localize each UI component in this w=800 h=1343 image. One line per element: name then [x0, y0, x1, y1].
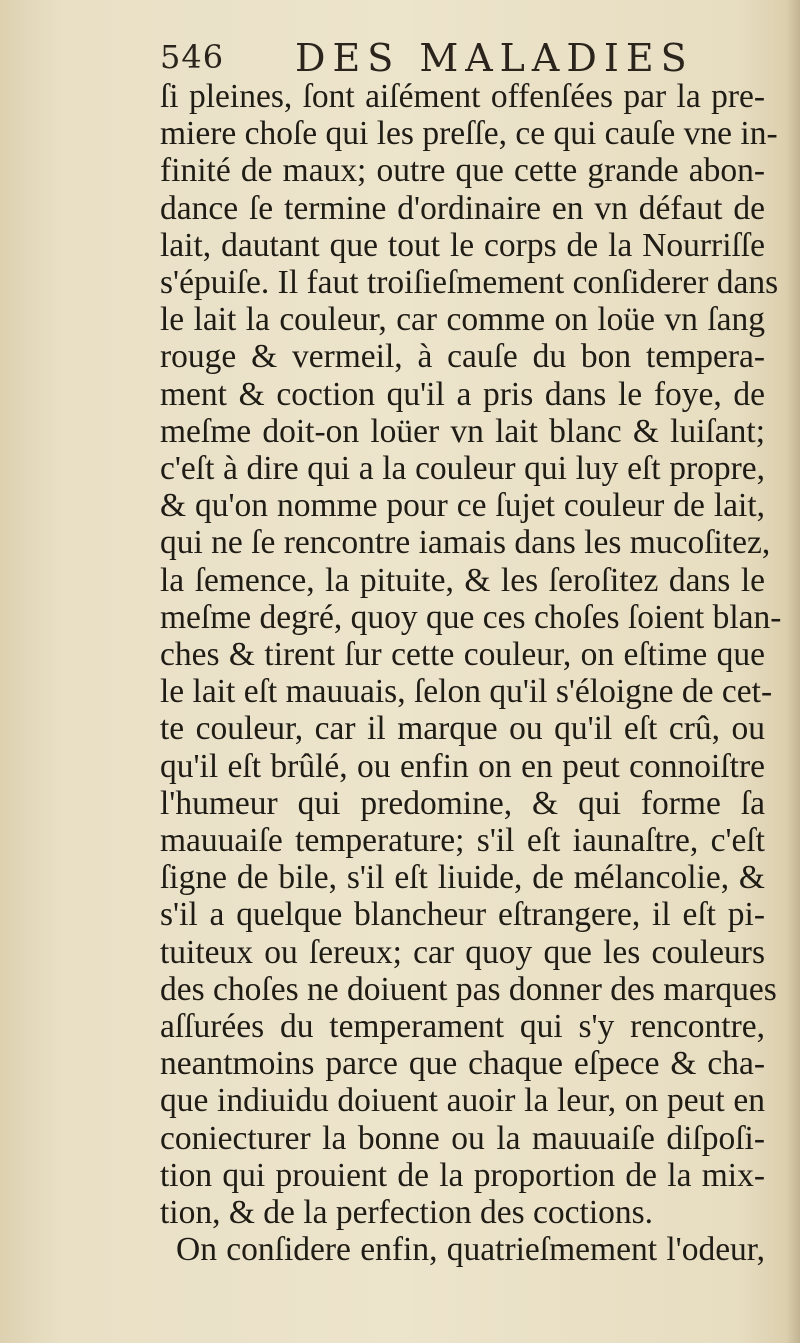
running-title: DES MALADIES [295, 36, 694, 80]
text-line: ſigne de bile, s'il eſt liuide, de mélancolie, & [160, 859, 765, 897]
text-line: & qu'on nomme pour ce ſujet couleur de lait, [160, 487, 765, 525]
text-line: coniecturer la bonne ou la mauuaiſe diſpoſi- [160, 1119, 765, 1157]
text-line: c'eſt à dire qui a la couleur qui luy eſt propre, [160, 450, 765, 488]
text-line: s'épuiſe. Il faut troiſieſmement conſiderer dans [160, 264, 779, 302]
text-line: tion qui prouient de la proportion de la mix- [160, 1156, 765, 1194]
text-line: ches & tirent ſur cette couleur, on eſtime que [160, 636, 765, 674]
text-line: l'humeur qui predomine, & qui forme ſa [160, 784, 765, 822]
text-line: lait, dautant que tout le corps de la Nourriſſe [160, 226, 765, 264]
text-line: tion, & de la perfection des coctions. [160, 1194, 654, 1232]
page-edge-shadow [786, 0, 800, 1343]
text-line: tuiteux ou ſereux; car quoy que les couleurs [160, 933, 765, 971]
text-line: dance ſe termine d'ordinaire en vn défaut de [160, 189, 765, 227]
text-line: qui ne ſe rencontre iamais dans les mucoſitez, [160, 524, 771, 562]
text-line: meſme doit-on loüer vn lait blanc & luiſant; [160, 412, 765, 450]
text-line: meſme degré, quoy que ces choſes ſoient blan- [160, 598, 782, 636]
body-text [160, 78, 782, 1269]
text-line: le lait la couleur, car comme on loüe vn ſang [160, 301, 765, 339]
text-line: aſſurées du temperament qui s'y rencontre, [160, 1008, 765, 1046]
text-line: que indiuidu doiuent auoir la leur, on peut en [160, 1082, 765, 1120]
text-line: s'il a quelque blancheur eſtrangere, il eſt pi- [160, 896, 765, 934]
text-line: mauuaiſe temperature; s'il eſt iaunaſtre, c'eſt [160, 822, 765, 860]
text-line: On conſidere enfin, quatrieſmement l'odeur, [176, 1231, 765, 1269]
text-line: le lait eſt mauuais, ſelon qu'il s'éloigne de cet- [160, 673, 773, 711]
text-line: qu'il eſt brûlé, ou enfin on en peut connoiſtre [160, 747, 765, 785]
text-line: des choſes ne doiuent pas donner des marques [160, 970, 777, 1008]
text-line: neantmoins parce que chaque eſpece & cha- [160, 1045, 765, 1083]
text-line: ſi pleines, ſont aiſément offenſées par la pre- [160, 78, 765, 115]
text-line: rouge & vermeil, à cauſe du bon tempera- [160, 338, 765, 376]
text-line: ment & coction qu'il a pris dans le foye, de [160, 375, 765, 413]
text-line: finité de maux; outre que cette grande abon- [160, 152, 765, 190]
text-line: te couleur, car il marque ou qu'il eſt crû, ou [160, 710, 765, 748]
page-number: 546 [160, 38, 225, 76]
text-line: la ſemence, la pituite, & les ſeroſitez dans le [160, 561, 765, 599]
text-line: miere choſe qui les preſſe, ce qui cauſe vne in- [160, 115, 778, 153]
